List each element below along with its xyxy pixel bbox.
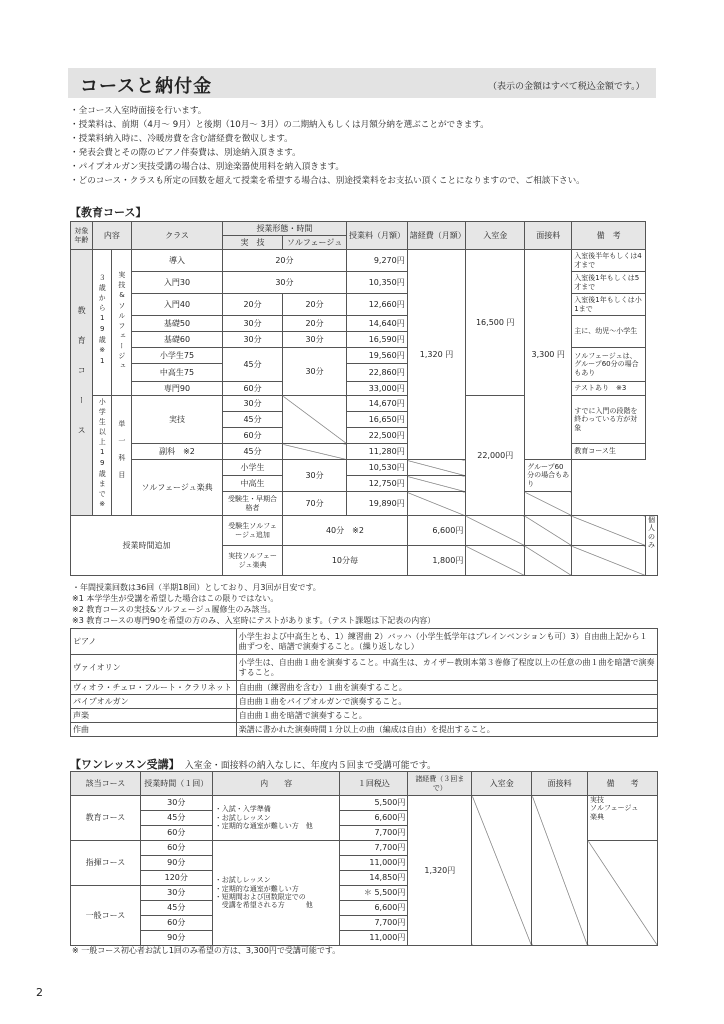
content-b: 単一科目 (117, 420, 126, 489)
fee-value: ＊ 5,500円 (340, 886, 408, 901)
fee-value: 6,600円 (340, 811, 408, 826)
lesson-content: ・入試・入学準備 ・お試しレッスン ・定期的な通室が難しい方 他 (212, 796, 340, 841)
jitsugi-time: 45分 (222, 444, 282, 460)
fee-value: 33,000円 (346, 382, 407, 396)
extra-time-label: 授業時間追加 (71, 516, 223, 576)
header-time: 授業時間（１回） (140, 772, 212, 796)
course-name: 指揮コース (71, 841, 141, 886)
class-name: 入門30 (132, 272, 223, 294)
solf-time: 20分 (283, 316, 347, 332)
lesson-time: 40分 ※2 (283, 516, 408, 546)
fee-value: 6,600円 (407, 516, 466, 546)
remark: ソルフェージュは、グループ60分の場合もあり (572, 348, 646, 382)
jitsugi-time: 30分 (222, 332, 282, 348)
na-cell (532, 796, 588, 946)
na-cell (466, 516, 525, 546)
solf-time: 30分 (283, 348, 347, 396)
fee-value: 7,700円 (340, 916, 408, 931)
misc-fee: 1,320円 (408, 796, 472, 946)
remark: 入室後1年もしくは小1まで (572, 294, 646, 316)
class-name: 副科 ※2 (132, 444, 223, 460)
remark: 個人のみ (646, 516, 658, 576)
footnote: ※3 教育コースの専門90を希望の方のみ、入室時にテストがあります。（テスト課題は下記表の内容） (72, 616, 436, 625)
jitsugi-time: 60分 (222, 382, 282, 396)
one-lesson-footnote: ※ 一般コース初心者お試し1回のみ希望の方は、3,300円で受講可能です。 (72, 946, 341, 955)
class-name: ソルフェージュ楽典 (132, 460, 223, 516)
header-remarks: 備 考 (572, 222, 646, 250)
lesson-time: 30分 (140, 886, 212, 901)
note-item: ・どのコース・クラスも所定の回数を超えて授業を希望する場合は、別途授業料をお支払い頂くことになりますので、ご相談下さい。 (70, 176, 585, 186)
note-item: ・発表会費とその際のピアノ伴奏費は、別途納入頂きます。 (70, 148, 301, 158)
fee-value: 10,530円 (346, 460, 407, 476)
remark: すでに入門の段階を終わっている方が対象 (572, 396, 646, 444)
na-cell (572, 546, 646, 576)
lesson-time: 30分 (140, 796, 212, 811)
class-name: 基礎50 (132, 316, 223, 332)
lesson-time: 45分 (140, 811, 212, 826)
jitsugi-time: 45分 (222, 348, 282, 382)
na-cell (407, 460, 466, 476)
solf-group: 受験生・早期合格者 (222, 492, 282, 516)
fee-value: 11,280円 (346, 444, 407, 460)
solf-time: 70分 (283, 492, 347, 516)
header-misc: 諸経費（月額） (407, 222, 466, 250)
jitsugi-time: 45分 (222, 412, 282, 428)
header-entry: 入室金 (466, 222, 525, 250)
age-range-a: ３歳から19歳※1 (98, 274, 107, 369)
page-title: コースと納付金 (80, 76, 213, 97)
lesson-time: 90分 (140, 856, 212, 871)
course-name: 教育コース (71, 796, 141, 841)
footnote: ※1 本学学生が受講を希望した場合はこの限りではない。 (72, 594, 279, 603)
fee-value: 6,600円 (340, 901, 408, 916)
na-cell (283, 396, 347, 444)
class-name: 基礎60 (132, 332, 223, 348)
fee-value: 16,650円 (346, 412, 407, 428)
class-name: 導入 (132, 250, 223, 272)
one-lesson-table (70, 771, 658, 946)
test-desc: 小学生は、自由曲１曲を演奏すること。中高生は、カイザー教則本第３巻修了程度以上の任意の曲１曲を暗譜で演奏すること。 (236, 655, 657, 681)
fee-value: 19,560円 (346, 348, 407, 364)
test-desc: 小学生および中高生とも、1）練習曲 2）バッハ（小学生低学年はプレインベンションも可）3）自由曲上記から１曲ずつを、暗譜で演奏すること。（繰り返しなし） (236, 629, 657, 655)
solf-time: 20分 (283, 294, 347, 316)
tax-note: （表示の金額はすべて税込金額です。） (488, 82, 645, 92)
test-desc: 自由曲１曲をパイプオルガンで演奏すること。 (236, 695, 657, 709)
na-cell (472, 796, 532, 946)
instrument: 作曲 (71, 723, 237, 737)
remark: 教育コース生 (572, 444, 646, 460)
header-remarks: 備 考 (588, 772, 658, 796)
note-item: ・授業料納入時に、冷暖房費を含む諸経費を徴収します。 (70, 134, 293, 144)
solf-time: 30分 (283, 332, 347, 348)
fee-value: 19,890円 (346, 492, 407, 516)
header-fee: １回税込 (340, 772, 408, 796)
na-cell (407, 476, 466, 492)
note-item: ・全コース入室時面接を行います。 (70, 106, 207, 116)
lesson-time: 60分 (140, 826, 212, 841)
footnote: ・年間授業回数は36回（半期18回）としており、月3回が目安です。 (72, 583, 321, 592)
solf-group: 小学生 (222, 460, 282, 476)
fee-value: 5,500円 (340, 796, 408, 811)
solf-group: 中高生 (222, 476, 282, 492)
remark: グループ60分の場合もあり (525, 460, 572, 492)
fee-value: 7,700円 (340, 826, 408, 841)
header-course: 該当コース (71, 772, 141, 796)
lesson-time: 60分 (140, 841, 212, 856)
general-notes (70, 104, 585, 188)
fee-value: 16,590円 (346, 332, 407, 348)
lesson-time: 120分 (140, 871, 212, 886)
class-name: 中高生75 (132, 364, 223, 382)
header-fee: 授業料（月額） (346, 222, 407, 250)
header-misc: 諸経費（３回まで） (408, 772, 472, 796)
fee-value: 22,500円 (346, 428, 407, 444)
instrument: ピアノ (71, 629, 237, 655)
course-name: 一般コース (71, 886, 141, 946)
na-cell (525, 516, 572, 546)
class-name: 実技 (132, 396, 223, 444)
page-number: 2 (36, 986, 43, 999)
test-desc: 自由曲（練習曲を含む）１曲を演奏すること。 (236, 681, 657, 695)
lesson-time: 90分 (140, 931, 212, 946)
one-lesson-note: 入室金・面接料の納入なしに、年度内５回まで受講可能です。 (184, 761, 437, 771)
header-content: 内 容 (212, 772, 340, 796)
class-name: 受験生ソルフェージュ追加 (222, 516, 282, 546)
remark: 実技 ソルフェージュ 楽典 (588, 796, 658, 841)
remark: テストあり ※3 (572, 382, 646, 396)
lesson-content: ・お試しレッスン ・定期的な通室が難しい方 ・短期間および回数限定での 受講を希望される方 他 (212, 841, 340, 946)
fee-value: 11,000円 (340, 931, 408, 946)
na-cell (588, 841, 658, 946)
instrument: ヴァイオリン (71, 655, 237, 681)
na-cell (466, 546, 525, 576)
fee-value: 14,850円 (340, 871, 408, 886)
note-item: ・授業料は、前期（4月～ 9月）と後期（10月～ 3月）の二期納入もしくは月額分納を選ぶことができます。 (70, 120, 489, 130)
remark: 入室後1年もしくは5才まで (572, 272, 646, 294)
lesson-time: 20分 (222, 250, 346, 272)
lesson-time: 30分 (222, 272, 346, 294)
test-desc: 楽譜に書かれた演奏時間１分以上の曲（編成は自由）を提出すること。 (236, 723, 657, 737)
header-solf: ソルフェージュ (283, 236, 347, 250)
jitsugi-time: 20分 (222, 294, 282, 316)
age-range-b: 小学生以上19歳まで※ (98, 397, 107, 511)
na-cell (283, 444, 347, 460)
header-form: 授業形態・時間 (222, 222, 346, 236)
remark: 入室後半年もしくは4才まで (572, 250, 646, 272)
one-lesson-title: 【ワンレッスン受講】 (70, 758, 180, 771)
fee-value: 14,640円 (346, 316, 407, 332)
instrument: パイプオルガン (71, 695, 237, 709)
instrument: ヴィオラ・チェロ・フルート・クラリネット (71, 681, 237, 695)
class-name: 入門40 (132, 294, 223, 316)
header-interview: 面接料 (532, 772, 588, 796)
footnote: ※2 教育コースの実技&ソルフェージュ履修生のみ該当。 (72, 605, 276, 614)
header-entry: 入室金 (472, 772, 532, 796)
na-cell (407, 492, 466, 516)
jitsugi-time: 30分 (222, 316, 282, 332)
lesson-time: 60分 (140, 916, 212, 931)
header-class: クラス (132, 222, 223, 250)
misc-fee: 1,320 円 (407, 250, 466, 460)
class-name: 実技ソルフェージュ楽典 (222, 546, 282, 576)
fee-value: 12,750円 (346, 476, 407, 492)
na-cell (525, 546, 572, 576)
fee-value: 14,670円 (346, 396, 407, 412)
course-label: 教育コース (77, 306, 87, 457)
jitsugi-time: 30分 (222, 396, 282, 412)
na-cell (525, 492, 572, 516)
header-jitsugi: 実 技 (222, 236, 282, 250)
instrument: 声楽 (71, 709, 237, 723)
header-interview: 面接料 (525, 222, 572, 250)
content-a: 実技&ソルフェージュ (117, 270, 126, 372)
one-lesson-heading (70, 753, 436, 772)
note-item: ・パイプオルガン実技受講の場合は、別途楽器使用料を納入頂きます。 (70, 162, 344, 172)
header-age: 対象年齢 (71, 222, 93, 250)
class-name: 小学生75 (132, 348, 223, 364)
fee-value: 7,700円 (340, 841, 408, 856)
fee-value: 11,000円 (340, 856, 408, 871)
fee-value: 9,270円 (346, 250, 407, 272)
test-desc: 自由曲１曲を暗譜で演奏すること。 (236, 709, 657, 723)
test-requirements-table (70, 628, 658, 737)
jitsugi-time: 60分 (222, 428, 282, 444)
edu-footnotes (72, 582, 435, 626)
fee-value: 10,350円 (346, 272, 407, 294)
entry-fee: 22,000円 (466, 396, 525, 516)
na-cell (572, 516, 646, 546)
solf-time: 30分 (283, 460, 347, 492)
edu-section-title: 【教育コース】 (70, 206, 147, 219)
edu-course-table (70, 221, 658, 576)
fee-value: 1,800円 (407, 546, 466, 576)
lesson-time: 45分 (140, 901, 212, 916)
fee-value: 22,860円 (346, 364, 407, 382)
lesson-time: 10分毎 (283, 546, 408, 576)
remark: 主に、幼児～小学生 (572, 316, 646, 348)
fee-value: 12,660円 (346, 294, 407, 316)
interview-fee: 3,300 円 (525, 250, 572, 460)
class-name: 専門90 (132, 382, 223, 396)
entry-fee: 16,500 円 (466, 250, 525, 396)
header-content: 内容 (92, 222, 131, 250)
